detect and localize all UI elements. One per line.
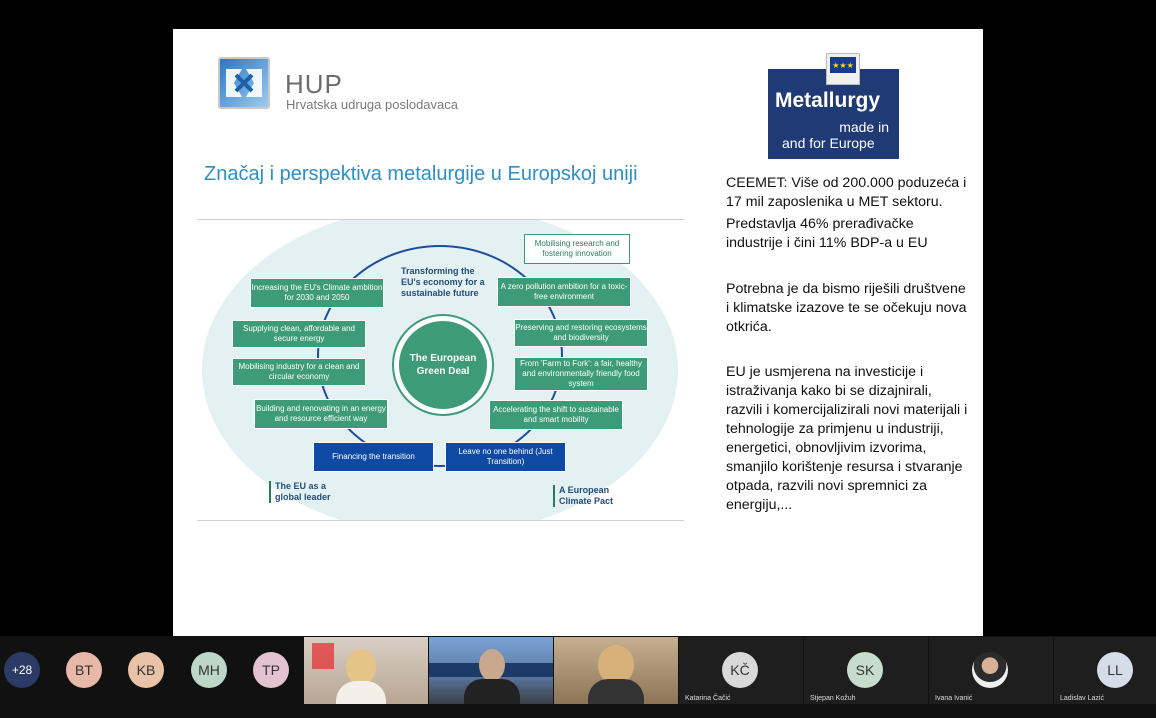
- diagram-left-1: Increasing the EU's Climate ambition for 2030 and 2050: [250, 278, 384, 308]
- video-tile[interactable]: [804, 637, 928, 704]
- info-paragraph-1: CEEMET: Više od 200.000 poduzeća i 17 mil zaposlenika u MET sektoru.: [726, 175, 967, 210]
- badge-line3: and for Europe: [782, 135, 875, 151]
- diagram-left-4: Building and renovating in an energy and resource efficient way: [254, 399, 388, 429]
- video-tile[interactable]: [554, 637, 678, 704]
- hup-logo: [218, 57, 270, 109]
- avatar[interactable]: TP: [253, 652, 289, 688]
- diagram-right-3: Preserving and restoring ecosystems and biodiversity: [514, 319, 648, 347]
- tile-initials: LL: [1097, 652, 1133, 688]
- diagram-corner-right: A European Climate Pact: [553, 485, 629, 507]
- video-tile[interactable]: [1054, 637, 1156, 704]
- diagram-top-label: Transforming the EU's economy for a sustainable future: [401, 266, 485, 298]
- info-paragraph-4: EU je usmjerena na investicije i istraživanja kako bi se dizajnirali, razvili i komercijalizirali novi materijali i tehnologije za primjenu u industriji, energetici, obnovljivim izvorima, smanjilo korištenje resursa i stvaranje otpada, razvili novi spremnici za energiju,...: [726, 364, 968, 513]
- tile-name: Katarina Čačić: [685, 695, 731, 702]
- avatar[interactable]: MH: [191, 652, 227, 688]
- eu-flag-icon: ★★★: [826, 53, 860, 85]
- tile-initials: KČ: [722, 652, 758, 688]
- logo-title: HUP: [285, 69, 343, 99]
- badge-line1: Metallurgy: [775, 89, 881, 112]
- shared-slide: [173, 29, 983, 636]
- participant-photo: [972, 652, 1008, 688]
- video-tile[interactable]: [679, 637, 803, 704]
- diagram-bottom-left: Financing the transition: [313, 442, 434, 472]
- logo-subtitle: Hrvatska udruga poslodavaca: [286, 97, 458, 112]
- green-deal-diagram: [197, 219, 684, 521]
- badge-line2: made in: [839, 119, 889, 135]
- tile-name: Ladislav Lazić: [1060, 695, 1104, 702]
- avatar[interactable]: KB: [128, 652, 164, 688]
- video-tile[interactable]: [929, 637, 1053, 704]
- tile-name: Stjepan Kožuh: [810, 695, 856, 702]
- diagram-center: The European Green Deal: [394, 316, 492, 414]
- info-paragraph-2: Predstavlja 46% prerađivačke industrije i čini 11% BDP-a u EU: [726, 216, 928, 251]
- video-tile[interactable]: [304, 637, 428, 704]
- diagram-left-3: Mobilising industry for a clean and circular economy: [232, 358, 366, 386]
- slide-title: Značaj i perspektiva metalurgije u Europskoj uniji: [204, 163, 638, 185]
- tile-initials: SK: [847, 652, 883, 688]
- metallurgy-badge: [768, 60, 899, 159]
- tile-name: Ivana Ivanić: [935, 695, 973, 702]
- more-participants-button[interactable]: +28: [4, 652, 40, 688]
- diagram-corner-left: The EU as a global leader: [269, 481, 345, 503]
- avatar[interactable]: BT: [66, 652, 102, 688]
- info-paragraph-3: Potrebna je da bismo riješili društvene i klimatske izazove te se očekuju nova otkrića.: [726, 281, 967, 335]
- diagram-bottom-right: Leave no one behind (Just Transition): [445, 442, 566, 472]
- video-tile[interactable]: [429, 637, 553, 704]
- diagram-left-2: Supplying clean, affordable and secure energy: [232, 320, 366, 348]
- diagram-right-2: A zero pollution ambition for a toxic-free environment: [497, 277, 631, 307]
- diagram-right-5: Accelerating the shift to sustainable and smart mobility: [489, 400, 623, 430]
- diagram-right-4: From 'Farm to Fork': a fair, healthy and environmentally friendly food system: [514, 357, 648, 391]
- diagram-right-1: Mobilising research and fostering innovation: [524, 234, 630, 264]
